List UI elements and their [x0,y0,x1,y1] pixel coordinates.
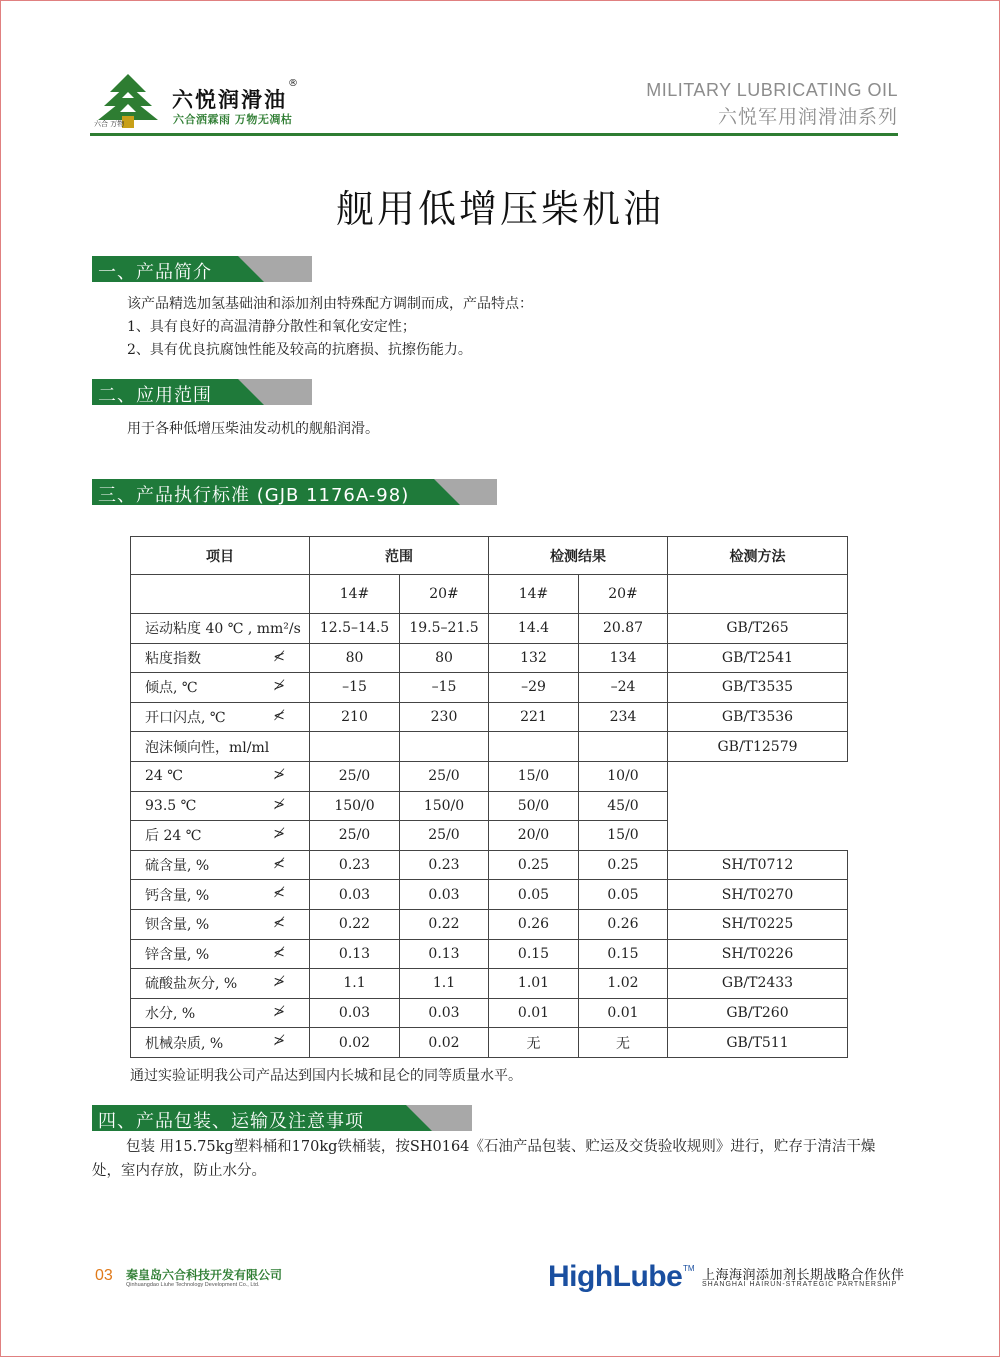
table-cell [310,732,400,762]
item-label: 运动粘度 40 ℃ , mm²/s [145,621,301,638]
value-cell: 0.02 [310,1028,400,1058]
value-cell: 1.01 [489,969,579,999]
value-cell: 234 [579,702,668,732]
grade-label: 20# [400,575,489,614]
value-cell: 无 [579,1028,668,1058]
value-cell: 25/0 [400,761,489,791]
method-cell: GB/T2541 [668,643,848,673]
value-cell: 25/0 [310,821,400,851]
value-cell: 0.03 [400,880,489,910]
item-cell [131,1028,310,1058]
page-title: 舰用低增压柴机油 [335,187,664,231]
value-cell: 0.03 [310,998,400,1028]
table-cell [579,732,668,762]
value-cell: 14.4 [489,614,579,644]
intro-text [127,293,533,362]
value-cell: 80 [400,643,489,673]
method-cell: SH/T0712 [668,850,848,880]
table-row [131,969,848,999]
value-cell: –29 [489,673,579,703]
col-header-result: 检测结果 [489,537,668,575]
item-label: 硫酸盐灰分, % [145,976,238,993]
value-cell: 15/0 [489,761,579,791]
section-heading-label: 四、产品包装、运输及注意事项 [98,1111,364,1132]
usage-text: 用于各种低增压柴油发动机的舰船润滑。 [127,421,379,437]
section-heading-label: 一、产品简介 [98,262,212,283]
table-row [131,673,848,703]
value-cell: 12.5–14.5 [310,614,400,644]
table-row [131,939,848,969]
value-cell: 0.01 [579,998,668,1028]
grade-label: 14# [310,575,400,614]
highlube-logo: HighLube [548,1260,683,1293]
item-label: 粘度指数 [145,650,201,667]
value-cell: 1.1 [400,969,489,999]
grade-label: 14# [489,575,579,614]
limit-symbol: ≮ [273,885,285,902]
limit-symbol: ≯ [273,678,285,695]
method-cell: GB/T2433 [668,969,848,999]
value-cell: 0.15 [489,939,579,969]
value-cell: 无 [489,1028,579,1058]
table-row [131,1028,848,1058]
value-cell: 50/0 [489,791,579,821]
value-cell: 150/0 [400,791,489,821]
value-cell: 20/0 [489,821,579,851]
item-label: 开口闪点, ℃ [145,710,226,727]
table-row [131,702,848,732]
item-cell [131,791,310,821]
value-cell: 80 [310,643,400,673]
value-cell: 230 [400,702,489,732]
partner-text-cn: 上海海润添加剂长期战略合作伙伴 [702,1268,905,1283]
limit-symbol: ≮ [273,707,285,724]
limit-symbol: ≯ [273,766,285,783]
value-cell: 0.25 [489,850,579,880]
value-cell: –15 [310,673,400,703]
method-cell: SH/T0225 [668,909,848,939]
series-title-cn: 六悦军用润滑油系列 [717,106,898,128]
limit-symbol: ≮ [273,944,285,961]
trademark-mark: TM [683,1264,695,1273]
value-cell: 10/0 [579,761,668,791]
value-cell: 1.1 [310,969,400,999]
item-cell [131,614,310,644]
foam-method: GB/T12579 [668,732,848,762]
item-label: 机械杂质, % [145,1035,224,1052]
value-cell: –15 [400,673,489,703]
packaging-text: 包装 用15.75kg塑料桶和170kg铁桶装，按SH0164《石油产品包装、贮运及交货验收规则》进行，贮存于清洁干燥处，室内存放，防止水分。 [92,1139,876,1179]
value-cell: 132 [489,643,579,673]
value-cell: 0.15 [579,939,668,969]
method-cell: GB/T265 [668,614,848,644]
value-cell: 0.23 [310,850,400,880]
item-cell [131,673,310,703]
value-cell: 1.02 [579,969,668,999]
value-cell: 210 [310,702,400,732]
table-row [131,791,848,821]
item-label: 钡含量, % [145,917,210,934]
table-row [131,850,848,880]
item-label: 后 24 ℃ [145,828,202,845]
item-cell [131,761,310,791]
value-cell: 221 [489,702,579,732]
item-cell [131,643,310,673]
value-cell: 0.01 [489,998,579,1028]
section-heading-intro [92,256,312,282]
item-cell [131,998,310,1028]
value-cell: 134 [579,643,668,673]
value-cell: 25/0 [400,821,489,851]
item-label: 水分, % [145,1006,196,1023]
col-header-item: 项目 [131,537,310,575]
item-label: 锌含量, % [145,946,210,963]
item-label: 93.5 ℃ [145,797,197,814]
value-cell: 0.05 [579,880,668,910]
intro-line: 2、具有优良抗腐蚀性能及较高的抗磨损、抗擦伤能力。 [127,342,472,358]
series-title-en: MILITARY LUBRICATING OIL [646,80,898,100]
table-cell [489,732,579,762]
table-row [131,821,848,851]
method-cell: SH/T0226 [668,939,848,969]
value-cell: 15/0 [579,821,668,851]
limit-symbol: ≮ [273,914,285,931]
table-row [131,998,848,1028]
brand-slogan: 六合洒霖雨 万物无凋枯 [173,113,293,126]
table-cell [131,575,310,614]
limit-symbol: ≯ [273,974,285,991]
col-header-method: 检测方法 [668,537,848,575]
item-cell [131,909,310,939]
value-cell: 0.23 [400,850,489,880]
value-cell: 0.03 [310,880,400,910]
method-cell: SH/T0270 [668,880,848,910]
value-cell: 0.25 [579,850,668,880]
brand-name: 六悦润滑油 [172,88,287,112]
table-cell [400,732,489,762]
value-cell: 20.87 [579,614,668,644]
item-label: 24 ℃ [145,768,183,785]
value-cell: 0.13 [310,939,400,969]
table-cell [668,575,848,614]
value-cell: 19.5–21.5 [400,614,489,644]
item-cell [131,850,310,880]
registered-mark: ® [288,78,298,89]
item-cell [131,880,310,910]
item-cell [131,821,310,851]
section-heading-label: 三、产品执行标准 (GJB 1176A-98) [98,485,410,506]
logo-caption: 六合 万物 [94,120,125,128]
company-name-en: Qinhuangdao Liuhe Technology Development Co., Ltd. [126,1282,260,1288]
value-cell: 0.26 [579,909,668,939]
value-cell: 0.22 [310,909,400,939]
limit-symbol: ≯ [273,1033,285,1050]
table-row [131,761,848,791]
method-cell: GB/T3536 [668,702,848,732]
limit-symbol: ≯ [273,826,285,843]
section-heading-usage [92,379,312,405]
quality-note: 通过实验证明我公司产品达到国内长城和昆仑的同等质量水平。 [130,1068,522,1084]
col-header-range: 范围 [310,537,489,575]
value-cell: 45/0 [579,791,668,821]
method-cell: GB/T511 [668,1028,848,1058]
value-cell: 0.22 [400,909,489,939]
value-cell: 0.03 [400,998,489,1028]
value-cell: 150/0 [310,791,400,821]
value-cell: 0.05 [489,880,579,910]
foam-label: 泡沫倾向性，ml/ml [131,732,310,762]
limit-symbol: ≮ [273,648,285,665]
value-cell: –24 [579,673,668,703]
spec-table [130,536,848,1058]
intro-line: 该产品精选加氢基础油和添加剂由特殊配方调制而成，产品特点： [127,296,533,312]
header-divider [90,133,898,136]
table-row [131,909,848,939]
limit-symbol: ≮ [273,855,285,872]
page-number: 03 [95,1267,113,1284]
item-label: 钙含量, % [145,887,210,904]
item-cell [131,702,310,732]
partner-text-en: SHANGHAI HAIRUN-STRATEGIC PARTNERSHIP [702,1281,898,1288]
intro-line: 1、具有良好的高温清静分散性和氧化安定性； [127,319,416,335]
table-row [131,880,848,910]
table-row [131,614,848,644]
item-label: 倾点, ℃ [145,680,198,697]
grade-label: 20# [579,575,668,614]
company-name-cn: 秦皇岛六合科技开发有限公司 [126,1268,283,1282]
item-label: 硫含量, % [145,858,210,875]
section-heading-packaging [92,1105,472,1131]
method-cell: GB/T260 [668,998,848,1028]
limit-symbol: ≯ [273,1003,285,1020]
item-cell [131,939,310,969]
method-cell: GB/T3535 [668,673,848,703]
value-cell: 0.02 [400,1028,489,1058]
value-cell: 25/0 [310,761,400,791]
table-row [131,643,848,673]
value-cell: 0.26 [489,909,579,939]
value-cell: 0.13 [400,939,489,969]
limit-symbol: ≯ [273,796,285,813]
item-cell [131,969,310,999]
section-heading-standard [92,479,497,505]
section-heading-label: 二、应用范围 [98,385,212,406]
